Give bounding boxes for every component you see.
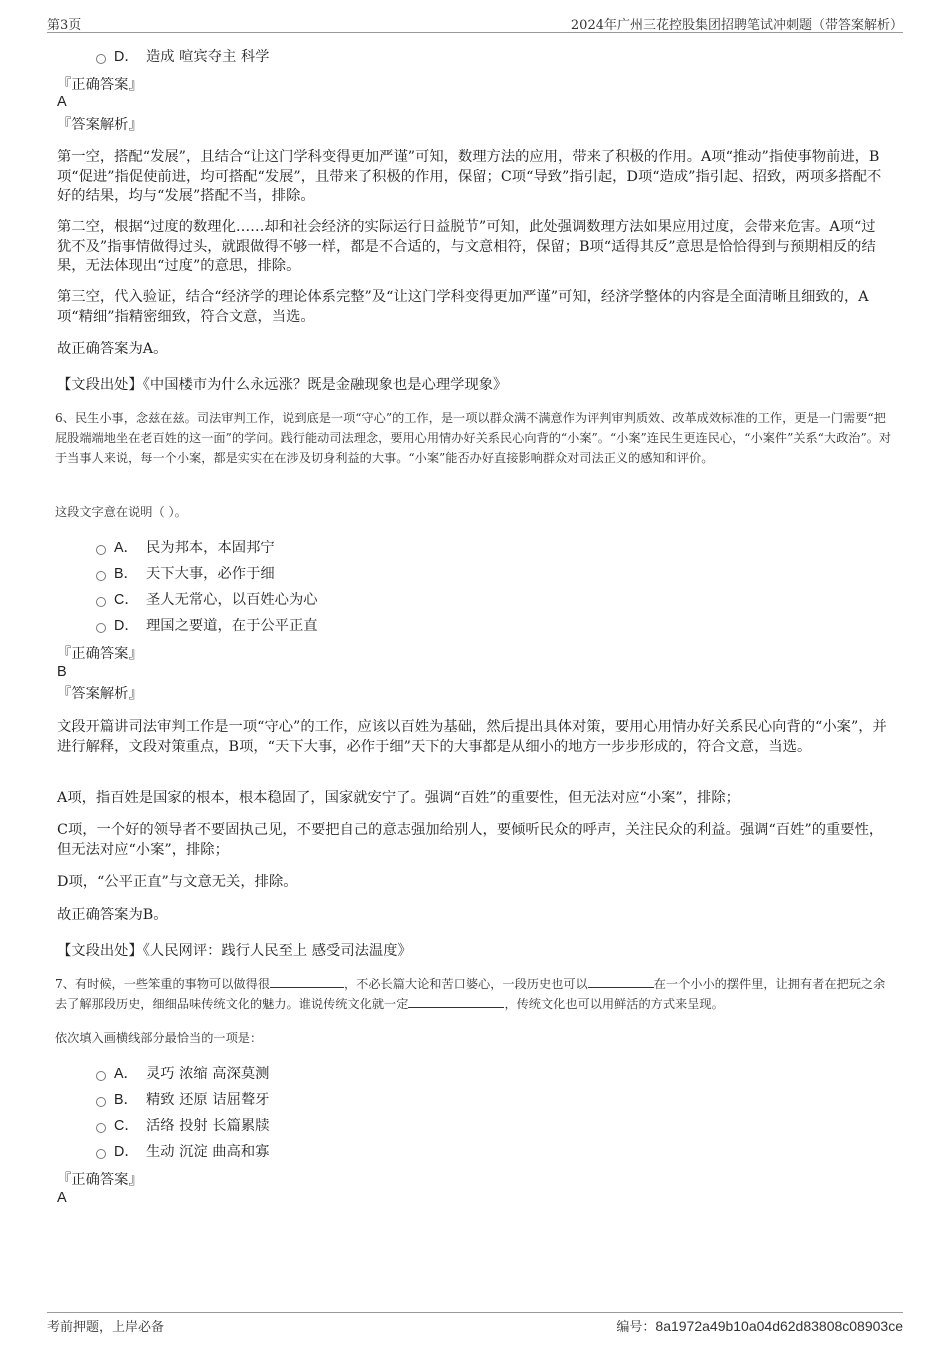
footer-slogan: 考前押题，上岸必备 — [47, 1320, 165, 1335]
page-footer — [47, 1312, 903, 1335]
analysis-paragraph: 第一空，搭配“发展”，且结合“让这门学科变得更加严谨”可知，数理方法的应用，带来了积极的作用。A项“推动”指使事物前进，B项“促进”指促使前进，均可搭配“发展”，且带来了积极的作用，保留；C项“导致”指引起，D项“造成”指引起、招致，两项多搭配不好的结果，均与“发展”搭配不当，排除。 — [57, 149, 882, 204]
radio-icon[interactable] — [96, 571, 106, 581]
fill-blank — [408, 995, 504, 1008]
source-citation: 【文段出处】《人民网评：践行人民至上 感受司法温度》 — [57, 943, 412, 959]
analysis-conclusion: 故正确答案为A。 — [57, 341, 168, 357]
source-citation: 【文段出处】《中国楼市为什么永远涨？既是金融现象也是心理学现象》 — [57, 377, 508, 393]
analysis-paragraph: 文段开篇讲司法审判工作是一项“守心”的工作，应该以百姓为基础，然后提出具体对策，要用心用情办好关系民心向背的“小案”，并进行解释，文段对策重点，B项，“天下大事，必作于细”天下的大事都是从细小的地方一步步形成的，符合文意，当选。 — [57, 719, 887, 755]
radio-icon[interactable] — [96, 623, 106, 633]
answer-value: A — [57, 94, 67, 110]
radio-icon[interactable] — [96, 545, 106, 555]
option-a[interactable]: A． 灵巧 浓缩 高深莫测 — [96, 1064, 269, 1084]
radio-icon[interactable] — [96, 597, 106, 607]
option-a[interactable]: A． 民为邦本，本固邦宁 — [96, 538, 275, 558]
option-b[interactable]: B． 天下大事，必作于细 — [96, 564, 275, 584]
page-number: 第3页 — [47, 18, 82, 33]
analysis-conclusion: 故正确答案为B。 — [57, 907, 168, 923]
radio-icon[interactable] — [96, 1123, 106, 1133]
fill-blank — [588, 975, 654, 988]
radio-icon[interactable] — [96, 1097, 106, 1107]
option-d-prev[interactable]: D． 造成 喧宾夺主 科学 — [96, 47, 269, 67]
analysis-paragraph: C项，一个好的领导者不要固执己见，不要把自己的意志强加给别人，要倾听民众的呼声，关注民众的利益。强调“百姓”的重要性，但无法对应“小案”，排除； — [57, 822, 884, 858]
analysis-paragraph: A项，指百姓是国家的根本，根本稳固了，国家就安宁了。强调“百姓”的重要性，但无法对应“小案”，排除； — [57, 790, 740, 806]
radio-icon[interactable] — [96, 1071, 106, 1081]
answer-label: 『正确答案』 — [57, 1172, 143, 1188]
answer-value: B — [57, 664, 67, 680]
answer-label: 『正确答案』 — [57, 77, 143, 93]
option-d[interactable]: D． 生动 沉淀 曲高和寡 — [96, 1142, 269, 1162]
answer-label: 『正确答案』 — [57, 646, 143, 662]
radio-icon[interactable] — [96, 1149, 106, 1159]
option-d[interactable]: D． 理国之要道，在于公平正直 — [96, 616, 318, 636]
option-c[interactable]: C． 圣人无常心，以百姓心为心 — [96, 590, 318, 610]
analysis-paragraph: 第三空，代入验证，结合“经济学的理论体系完整”及“让这门学科变得更加严谨”可知，经济学整体的内容是全面清晰且细致的，A项“精细”指精密细致，符合文意，当选。 — [57, 289, 869, 325]
document-code: 编号：8a1972a49b10a04d62d83808c08903ce — [616, 1318, 903, 1335]
document-title: 2024年广州三花控股集团招聘笔试冲刺题（带答案解析） — [570, 18, 903, 33]
analysis-paragraph: D项，“公平正直”与文意无关，排除。 — [57, 874, 298, 890]
option-b[interactable]: B． 精致 还原 诘屈聱牙 — [96, 1090, 269, 1110]
analysis-label: 『答案解析』 — [57, 686, 143, 702]
radio-icon[interactable] — [96, 54, 106, 64]
analysis-label: 『答案解析』 — [57, 117, 143, 133]
question-stem: 7、有时候，一些笨重的事物可以做得很 ，不必长篇大论和苦口婆心，一段历史也可以 在一个小小的摆件里，让拥有者在把玩之余去了解那段历史，细细品味传统文化的魅力。谁说传统文化就一定 ，传统文化也可以用鲜活的方式来呈现。 — [55, 977, 886, 1011]
question-stem: 6、民生小事，念兹在兹。司法审判工作，说到底是一项“守心”的工作，是一项以群众满不满意作为评判审判质效、改革成效标准的工作，更是一门需要“把屁股端端地坐在老百姓的这一面”的学问。践行能动司法理念，要用心用情办好关系民心向背的“小案”。“小案”连民生更连民心，“小案件”关系“大政治”。对于当事人来说，每一个小案，都是实实在在涉及切身利益的大事。“小案”能否办好直接影响群众对司法正义的感知和评价。 — [55, 411, 892, 465]
option-c[interactable]: C． 活络 投射 长篇累牍 — [96, 1116, 269, 1136]
fill-blank — [270, 975, 344, 988]
page-header — [47, 14, 903, 33]
answer-value: A — [57, 1190, 67, 1206]
analysis-paragraph: 第二空，根据“过度的数理化……却和社会经济的实际运行日益脱节”可知，此处强调数理方法如果应用过度，会带来危害。A项“过犹不及”指事情做得过头，就跟做得不够一样，都是不合适的，与文意相符，保留；B项“适得其反”意思是恰恰得到与预期相反的结果，无法体现出“过度”的意思，排除。 — [57, 219, 876, 274]
question-prompt: 这段文字意在说明（ ）。 — [55, 505, 187, 519]
question-prompt: 依次填入画横线部分最恰当的一项是： — [55, 1031, 263, 1045]
